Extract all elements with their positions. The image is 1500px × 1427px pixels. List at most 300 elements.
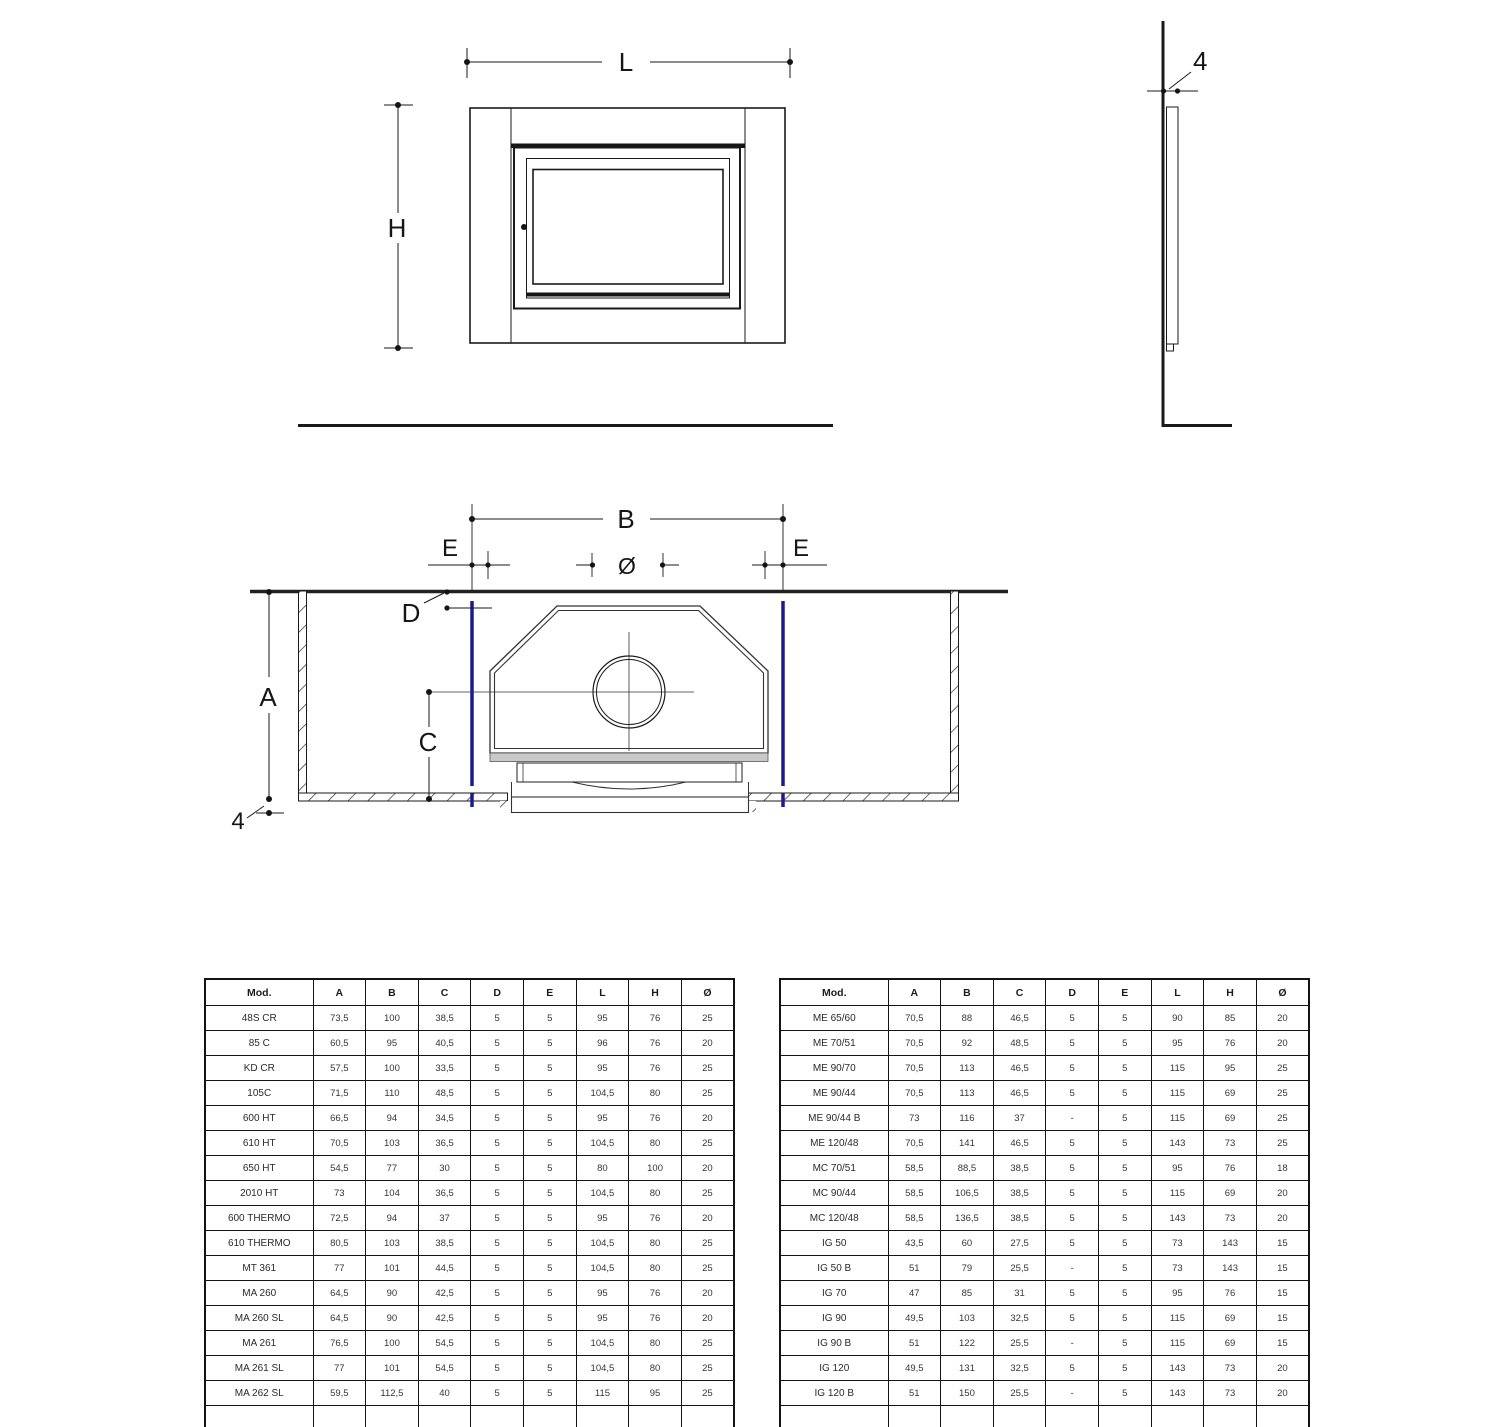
header-cell: D — [1046, 979, 1099, 1006]
value-cell: 112,5 — [366, 1381, 419, 1406]
model-cell: 600 THERMO — [205, 1206, 313, 1231]
value-cell: 80 — [629, 1131, 682, 1156]
model-cell: IG 50 — [780, 1231, 888, 1256]
value-cell: 25 — [681, 1331, 734, 1356]
value-cell: 73 — [1204, 1131, 1257, 1156]
table-row — [780, 1081, 1309, 1106]
value-cell: 5 — [1099, 1156, 1152, 1181]
value-cell — [418, 1406, 471, 1427]
value-cell — [629, 1406, 682, 1427]
value-cell: 69 — [1204, 1181, 1257, 1206]
dimension-L — [464, 47, 793, 78]
niche-left-wall — [299, 591, 307, 801]
table-row — [205, 1081, 734, 1106]
value-cell: 122 — [941, 1331, 994, 1356]
value-cell: 5 — [1046, 1006, 1099, 1031]
value-cell: 33,5 — [418, 1056, 471, 1081]
header-cell: E — [524, 979, 577, 1006]
value-cell: 32,5 — [993, 1356, 1046, 1381]
label-4-side: 4 — [1193, 46, 1208, 76]
value-cell — [1256, 1406, 1309, 1427]
value-cell: 25 — [681, 1256, 734, 1281]
value-cell: 95 — [1151, 1156, 1204, 1181]
value-cell: 34,5 — [418, 1106, 471, 1131]
value-cell: 77 — [366, 1156, 419, 1181]
niche-bottom-left — [299, 793, 508, 801]
model-cell: 48S CR — [205, 1006, 313, 1031]
value-cell: 32,5 — [993, 1306, 1046, 1331]
value-cell: 49,5 — [888, 1356, 941, 1381]
value-cell: 5 — [471, 1156, 524, 1181]
value-cell: 5 — [524, 1256, 577, 1281]
value-cell: 80,5 — [313, 1231, 366, 1256]
value-cell: 42,5 — [418, 1281, 471, 1306]
value-cell: - — [1046, 1256, 1099, 1281]
value-cell: 25 — [681, 1231, 734, 1256]
value-cell: 101 — [366, 1356, 419, 1381]
label-D: D — [401, 598, 421, 628]
value-cell: 70,5 — [888, 1081, 941, 1106]
value-cell: 5 — [1046, 1356, 1099, 1381]
value-cell: 18 — [1256, 1156, 1309, 1181]
model-cell: MA 260 SL — [205, 1306, 313, 1331]
value-cell: 37 — [418, 1206, 471, 1231]
value-cell: 95 — [629, 1381, 682, 1406]
value-cell — [576, 1406, 629, 1427]
value-cell: 20 — [681, 1206, 734, 1231]
header-cell: D — [471, 979, 524, 1006]
value-cell: 5 — [524, 1281, 577, 1306]
model-cell: 85 C — [205, 1031, 313, 1056]
model-cell: ME 90/44 B — [780, 1106, 888, 1131]
value-cell: 25 — [1256, 1081, 1309, 1106]
header-cell: A — [888, 979, 941, 1006]
value-cell: 143 — [1204, 1256, 1257, 1281]
value-cell: 5 — [1046, 1081, 1099, 1106]
value-cell: 90 — [366, 1281, 419, 1306]
value-cell: 70,5 — [888, 1131, 941, 1156]
value-cell: 20 — [1256, 1031, 1309, 1056]
label-diameter: Ø — [618, 553, 636, 579]
value-cell: 15 — [1256, 1281, 1309, 1306]
table-row — [780, 1231, 1309, 1256]
value-cell — [205, 1406, 313, 1427]
value-cell: 104 — [366, 1181, 419, 1206]
value-cell: 47 — [888, 1281, 941, 1306]
value-cell: 69 — [1204, 1081, 1257, 1106]
model-cell: MC 120/48 — [780, 1206, 888, 1231]
value-cell: 5 — [471, 1206, 524, 1231]
value-cell: 104,5 — [576, 1231, 629, 1256]
table-row — [780, 1006, 1309, 1031]
value-cell: 38,5 — [993, 1181, 1046, 1206]
niche-right-wall — [951, 591, 959, 801]
section-view — [231, 504, 1008, 835]
value-cell: 116 — [941, 1106, 994, 1131]
model-cell: ME 70/51 — [780, 1031, 888, 1056]
table-row — [205, 1006, 734, 1031]
table-row — [780, 1306, 1309, 1331]
value-cell: 88,5 — [941, 1156, 994, 1181]
value-cell: 143 — [1151, 1381, 1204, 1406]
header-row — [205, 979, 734, 1006]
value-cell: 5 — [471, 1106, 524, 1131]
value-cell: 5 — [1046, 1281, 1099, 1306]
value-cell: 95 — [576, 1306, 629, 1331]
model-cell: MA 262 SL — [205, 1381, 313, 1406]
value-cell: 104,5 — [576, 1356, 629, 1381]
value-cell: 25 — [681, 1006, 734, 1031]
value-cell — [681, 1406, 734, 1427]
dimension-D — [402, 589, 492, 628]
table-row — [780, 1256, 1309, 1281]
value-cell: 5 — [471, 1256, 524, 1281]
value-cell: 44,5 — [418, 1256, 471, 1281]
value-cell: 5 — [471, 1306, 524, 1331]
value-cell: 5 — [1099, 1381, 1152, 1406]
value-cell: 25 — [1256, 1131, 1309, 1156]
value-cell: 76 — [629, 1306, 682, 1331]
model-cell: MC 90/44 — [780, 1181, 888, 1206]
value-cell: 5 — [1099, 1181, 1152, 1206]
value-cell: 20 — [681, 1031, 734, 1056]
value-cell: 49,5 — [888, 1306, 941, 1331]
label-E-left: E — [441, 535, 459, 562]
table-row — [780, 1331, 1309, 1356]
value-cell: 25 — [681, 1081, 734, 1106]
value-cell: 5 — [1099, 1056, 1152, 1081]
value-cell: 54,5 — [418, 1331, 471, 1356]
value-cell: 43,5 — [888, 1231, 941, 1256]
value-cell: 69 — [1204, 1331, 1257, 1356]
value-cell: 115 — [1151, 1056, 1204, 1081]
value-cell: 40,5 — [418, 1031, 471, 1056]
value-cell: 27,5 — [993, 1231, 1046, 1256]
value-cell: 66,5 — [313, 1106, 366, 1131]
value-cell: 115 — [1151, 1181, 1204, 1206]
value-cell: 5 — [1099, 1281, 1152, 1306]
value-cell: 51 — [888, 1331, 941, 1356]
table-row-clipped — [780, 1406, 1309, 1427]
header-cell: A — [313, 979, 366, 1006]
value-cell: 25,5 — [993, 1256, 1046, 1281]
value-cell: 58,5 — [888, 1181, 941, 1206]
value-cell: 115 — [1151, 1306, 1204, 1331]
table-row — [780, 1106, 1309, 1131]
table-row — [205, 1056, 734, 1081]
value-cell: 5 — [524, 1131, 577, 1156]
model-cell: ME 90/70 — [780, 1056, 888, 1081]
value-cell: 76 — [629, 1106, 682, 1131]
label-C: C — [418, 727, 438, 757]
label-B: B — [617, 504, 635, 534]
value-cell: 143 — [1151, 1131, 1204, 1156]
value-cell: 57,5 — [313, 1056, 366, 1081]
value-cell: 54,5 — [313, 1156, 366, 1181]
value-cell: 80 — [629, 1331, 682, 1356]
model-cell: ME 120/48 — [780, 1131, 888, 1156]
value-cell: 5 — [471, 1356, 524, 1381]
value-cell: 5 — [471, 1231, 524, 1256]
value-cell: 38,5 — [418, 1231, 471, 1256]
value-cell: 5 — [524, 1056, 577, 1081]
value-cell: 36,5 — [418, 1131, 471, 1156]
value-cell: 25 — [681, 1131, 734, 1156]
table-row — [780, 1056, 1309, 1081]
value-cell: 51 — [888, 1256, 941, 1281]
value-cell: 15 — [1256, 1231, 1309, 1256]
header-cell: Ø — [681, 979, 734, 1006]
header-row — [780, 979, 1309, 1006]
table-row — [780, 1131, 1309, 1156]
value-cell: 85 — [1204, 1006, 1257, 1031]
label-A: A — [259, 682, 277, 712]
value-cell: 76 — [1204, 1031, 1257, 1056]
table-row — [205, 1231, 734, 1256]
dimension-H — [384, 102, 413, 351]
value-cell: 36,5 — [418, 1181, 471, 1206]
value-cell: 5 — [1099, 1231, 1152, 1256]
value-cell: 101 — [366, 1256, 419, 1281]
dimension-diameter — [576, 553, 679, 579]
value-cell: 58,5 — [888, 1156, 941, 1181]
value-cell: 51 — [888, 1381, 941, 1406]
value-cell: 92 — [941, 1031, 994, 1056]
value-cell: 15 — [1256, 1306, 1309, 1331]
value-cell — [471, 1406, 524, 1427]
model-cell: IG 90 — [780, 1306, 888, 1331]
value-cell: 48,5 — [418, 1081, 471, 1106]
value-cell: 76 — [629, 1031, 682, 1056]
header-cell: L — [576, 979, 629, 1006]
value-cell — [780, 1406, 888, 1427]
value-cell: 95 — [576, 1106, 629, 1131]
value-cell: 5 — [1046, 1181, 1099, 1206]
model-cell: MT 361 — [205, 1256, 313, 1281]
insert-profile — [1167, 107, 1179, 344]
value-cell: 76 — [1204, 1156, 1257, 1181]
value-cell — [1099, 1406, 1152, 1427]
value-cell: 94 — [366, 1206, 419, 1231]
value-cell: 5 — [1099, 1031, 1152, 1056]
door-glass — [533, 170, 723, 285]
value-cell: 60 — [941, 1231, 994, 1256]
dimension-4-bottom — [231, 806, 284, 835]
value-cell: 79 — [941, 1256, 994, 1281]
value-cell: 113 — [941, 1081, 994, 1106]
table-row — [205, 1381, 734, 1406]
model-cell: IG 50 B — [780, 1256, 888, 1281]
value-cell: 95 — [1204, 1056, 1257, 1081]
value-cell: 104,5 — [576, 1181, 629, 1206]
table-row — [205, 1281, 734, 1306]
table-row — [205, 1306, 734, 1331]
value-cell: 104,5 — [576, 1131, 629, 1156]
value-cell: 69 — [1204, 1106, 1257, 1131]
model-cell: MA 260 — [205, 1281, 313, 1306]
model-cell: 610 HT — [205, 1131, 313, 1156]
value-cell: 46,5 — [993, 1081, 1046, 1106]
value-cell: 5 — [471, 1056, 524, 1081]
value-cell: 76 — [1204, 1281, 1257, 1306]
value-cell: 104,5 — [576, 1081, 629, 1106]
value-cell: 38,5 — [993, 1206, 1046, 1231]
header-cell: C — [418, 979, 471, 1006]
value-cell: 20 — [681, 1306, 734, 1331]
value-cell: 80 — [629, 1081, 682, 1106]
value-cell: 95 — [1151, 1031, 1204, 1056]
value-cell: 25 — [681, 1381, 734, 1406]
header-cell: Mod. — [780, 979, 888, 1006]
value-cell — [366, 1406, 419, 1427]
value-cell: - — [1046, 1106, 1099, 1131]
model-cell: 105C — [205, 1081, 313, 1106]
model-cell: IG 70 — [780, 1281, 888, 1306]
value-cell: 70,5 — [888, 1006, 941, 1031]
table-row — [205, 1256, 734, 1281]
value-cell: 5 — [524, 1381, 577, 1406]
label-L: L — [618, 47, 634, 77]
value-cell: 103 — [941, 1306, 994, 1331]
model-cell: MC 70/51 — [780, 1156, 888, 1181]
value-cell: 115 — [1151, 1106, 1204, 1131]
value-cell: 143 — [1204, 1231, 1257, 1256]
value-cell: 90 — [1151, 1006, 1204, 1031]
value-cell — [888, 1406, 941, 1427]
value-cell: 73 — [1204, 1381, 1257, 1406]
model-cell: KD CR — [205, 1056, 313, 1081]
spec-table-left — [204, 978, 735, 1427]
value-cell: 48,5 — [993, 1031, 1046, 1056]
value-cell: 5 — [1099, 1356, 1152, 1381]
spec-table-right — [779, 978, 1310, 1427]
model-cell: IG 120 — [780, 1356, 888, 1381]
side-view — [1147, 21, 1232, 426]
value-cell: 150 — [941, 1381, 994, 1406]
value-cell: 20 — [1256, 1356, 1309, 1381]
value-cell: 95 — [576, 1206, 629, 1231]
value-cell: 20 — [681, 1281, 734, 1306]
insert-front-flange — [512, 797, 749, 813]
value-cell: 71,5 — [313, 1081, 366, 1106]
value-cell: 5 — [1046, 1056, 1099, 1081]
value-cell: 80 — [629, 1356, 682, 1381]
value-cell: 5 — [1046, 1306, 1099, 1331]
value-cell: 73 — [1204, 1206, 1257, 1231]
value-cell: 100 — [366, 1006, 419, 1031]
door-handle — [521, 224, 527, 230]
table-row — [205, 1206, 734, 1231]
value-cell: 25 — [1256, 1106, 1309, 1131]
value-cell: 141 — [941, 1131, 994, 1156]
header-cell: L — [1151, 979, 1204, 1006]
table-row — [780, 1281, 1309, 1306]
value-cell: 103 — [366, 1131, 419, 1156]
table-row — [205, 1131, 734, 1156]
model-cell: ME 90/44 — [780, 1081, 888, 1106]
value-cell: 115 — [576, 1381, 629, 1406]
value-cell: 5 — [524, 1231, 577, 1256]
value-cell — [313, 1406, 366, 1427]
value-cell: 95 — [1151, 1281, 1204, 1306]
value-cell: 70,5 — [888, 1031, 941, 1056]
value-cell: 5 — [524, 1156, 577, 1181]
value-cell: 5 — [1099, 1006, 1152, 1031]
value-cell: 64,5 — [313, 1306, 366, 1331]
value-cell: 5 — [471, 1181, 524, 1206]
value-cell: 5 — [1099, 1206, 1152, 1231]
value-cell: 100 — [366, 1331, 419, 1356]
value-cell: 46,5 — [993, 1056, 1046, 1081]
table-row — [780, 1356, 1309, 1381]
value-cell — [1204, 1406, 1257, 1427]
value-cell: 106,5 — [941, 1181, 994, 1206]
value-cell: 88 — [941, 1006, 994, 1031]
table-row — [205, 1106, 734, 1131]
value-cell: 5 — [471, 1031, 524, 1056]
table-row — [205, 1181, 734, 1206]
dimension-4-side — [1147, 46, 1207, 94]
value-cell: 5 — [524, 1331, 577, 1356]
value-cell: 73 — [1151, 1256, 1204, 1281]
value-cell: 5 — [1099, 1256, 1152, 1281]
value-cell: 80 — [629, 1181, 682, 1206]
value-cell: 15 — [1256, 1256, 1309, 1281]
header-cell: B — [366, 979, 419, 1006]
value-cell — [941, 1406, 994, 1427]
model-cell: IG 90 B — [780, 1331, 888, 1356]
dimension-E-left — [428, 535, 510, 579]
value-cell: 5 — [524, 1031, 577, 1056]
value-cell: 38,5 — [418, 1006, 471, 1031]
header-cell: C — [993, 979, 1046, 1006]
value-cell: 20 — [1256, 1006, 1309, 1031]
table-row — [205, 1031, 734, 1056]
dimensions-table-left — [204, 978, 735, 1427]
value-cell: 76 — [629, 1206, 682, 1231]
value-cell: 5 — [1099, 1331, 1152, 1356]
value-cell: 5 — [471, 1081, 524, 1106]
value-cell: 25 — [1256, 1056, 1309, 1081]
model-cell: MA 261 — [205, 1331, 313, 1356]
value-cell: 20 — [681, 1106, 734, 1131]
value-cell: 100 — [366, 1056, 419, 1081]
front-view — [298, 47, 833, 426]
value-cell: 95 — [576, 1281, 629, 1306]
value-cell: 38,5 — [993, 1156, 1046, 1181]
header-cell: H — [1204, 979, 1257, 1006]
model-cell: MA 261 SL — [205, 1356, 313, 1381]
value-cell: 136,5 — [941, 1206, 994, 1231]
value-cell: 25,5 — [993, 1331, 1046, 1356]
value-cell: 20 — [1256, 1206, 1309, 1231]
model-cell: 600 HT — [205, 1106, 313, 1131]
value-cell: 76,5 — [313, 1331, 366, 1356]
label-4-bottom: 4 — [231, 808, 245, 835]
value-cell: 110 — [366, 1081, 419, 1106]
door-bottom-bar — [527, 293, 730, 297]
value-cell: 5 — [471, 1281, 524, 1306]
value-cell: 80 — [629, 1231, 682, 1256]
value-cell: - — [1046, 1381, 1099, 1406]
value-cell: 73 — [313, 1181, 366, 1206]
table-row — [205, 1156, 734, 1181]
value-cell: 59,5 — [313, 1381, 366, 1406]
value-cell: 80 — [576, 1156, 629, 1181]
value-cell: 42,5 — [418, 1306, 471, 1331]
value-cell: 113 — [941, 1056, 994, 1081]
insert-front-panel — [517, 763, 742, 782]
